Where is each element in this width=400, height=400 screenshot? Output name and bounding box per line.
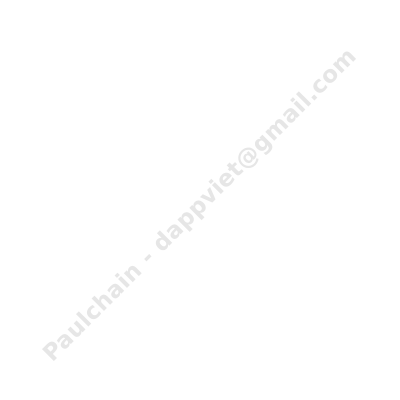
- watermark-text: Paulchain - dappviet@gmail.com: [38, 43, 362, 367]
